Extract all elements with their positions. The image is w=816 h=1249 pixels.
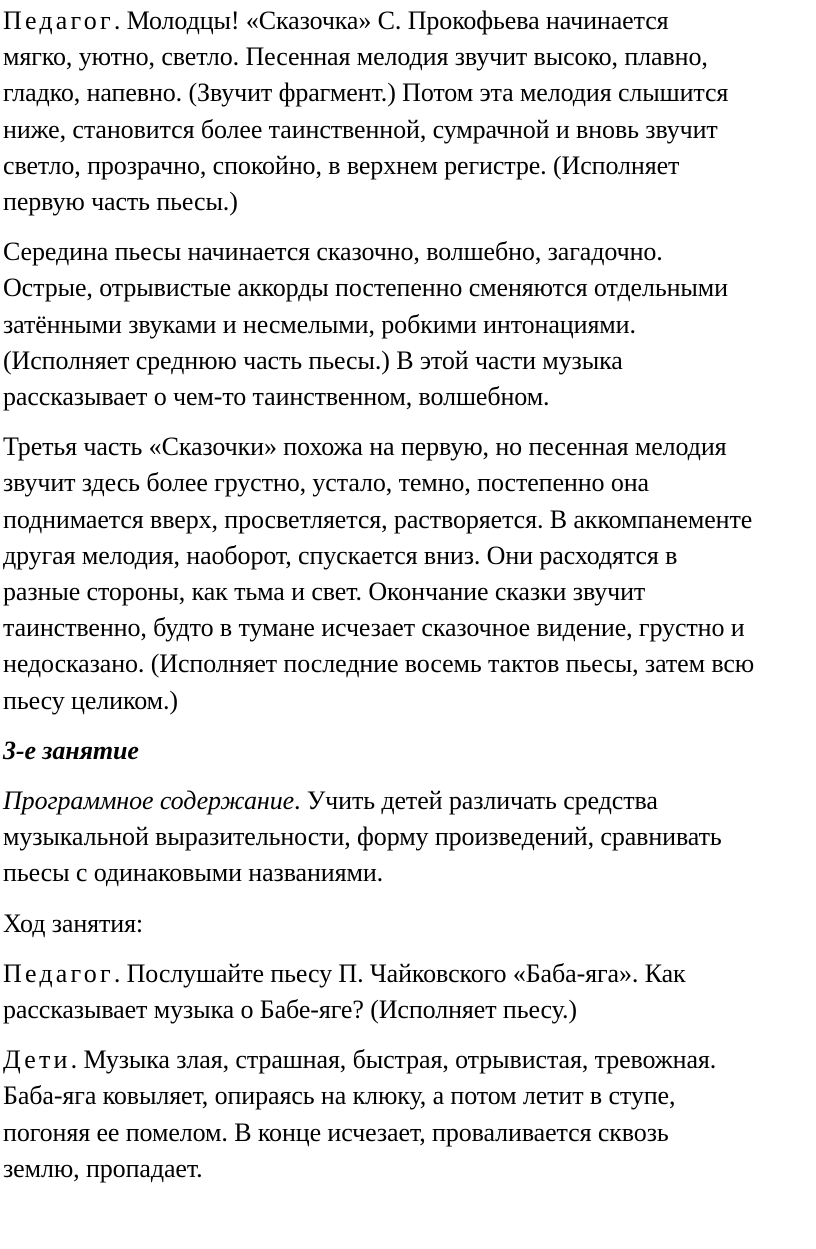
paragraph-children-answer xyxy=(3,1042,816,1187)
text-line: Педагог. Послушайте пьесу П. Чайковского «Баба-яга». Как xyxy=(3,958,686,988)
text-line: Дети. Музыка злая, страшная, быстрая, отрывистая, тревожная. xyxy=(3,1045,717,1075)
text-line: звучит здесь более грустно, устало, темно, постепенно она xyxy=(3,468,649,498)
text-line: Острые, отрывистые аккорды постепенно сменяются отдельными xyxy=(3,273,728,303)
text-line: музыкальной выразительности, форму произведений, сравнивать xyxy=(3,822,722,852)
lesson-heading xyxy=(3,733,816,769)
paragraph-program-content xyxy=(3,783,816,892)
speaker-teacher: Педагог xyxy=(3,958,114,988)
text-line: пьесы с одинаковыми названиями. xyxy=(3,858,384,888)
text-line: Баба-яга ковыляет, опираясь на клюку, а потом летит в ступе, xyxy=(3,1081,676,1111)
text-line: поднимается вверх, просветляется, растворяется. В аккомпанементе xyxy=(3,504,753,534)
text-line: рассказывает о чем-то таинственном, волшебном. xyxy=(3,382,550,412)
text-line: землю, пропадает. xyxy=(3,1153,203,1183)
text-line: ниже, становится более таинственной, сумрачной и вновь звучит xyxy=(3,114,718,144)
text-line: гладко, напевно. (Звучит фрагмент.) Потом эта мелодия слышится xyxy=(3,78,729,108)
progress-label: Ход занятия: xyxy=(3,908,144,938)
text-line: (Исполняет среднюю часть пьесы.) В этой части музыка xyxy=(3,345,623,375)
speaker-children: Дети xyxy=(3,1045,71,1075)
speaker-teacher: Педагог xyxy=(3,6,114,35)
paragraph-teacher-question xyxy=(3,956,816,1028)
paragraph-lesson-progress xyxy=(3,906,816,942)
lesson-heading-text: 3-е занятие xyxy=(3,735,139,765)
text-line: Третья часть «Сказочки» похожа на первую, но песенная мелодия xyxy=(3,432,727,462)
text-line: таинственно, будто в тумане исчезает сказочное видение, грустно и xyxy=(3,613,745,643)
paragraph-third-section xyxy=(3,429,816,719)
text-line: Педагог. Молодцы! «Сказочка» С. Прокофьева начинается xyxy=(3,6,669,35)
text-line: светло, прозрачно, спокойно, в верхнем регистре. (Исполняет xyxy=(3,150,680,180)
text-line: Середина пьесы начинается сказочно, волшебно, загадочно. xyxy=(3,237,663,267)
program-label: Программное содержание xyxy=(3,786,295,816)
paragraph-teacher-intro xyxy=(3,3,816,220)
text-line: рассказывает музыка о Бабе-яге? (Исполняет пьесу.) xyxy=(3,995,577,1025)
text-line: Программное содержание. Учить детей различать средства xyxy=(3,786,658,816)
text-line: другая мелодия, наоборот, спускается вниз. Они расходятся в xyxy=(3,540,678,570)
paragraph-middle-section xyxy=(3,234,816,415)
text-line: первую часть пьесы.) xyxy=(3,187,238,217)
text-line: погоняя ее помелом. В конце исчезает, проваливается сквозь xyxy=(3,1117,669,1147)
text-line: пьесу целиком.) xyxy=(3,685,178,715)
text-line: мягко, уютно, светло. Песенная мелодия звучит высоко, плавно, xyxy=(3,42,708,72)
text-line: затёнными звуками и несмелыми, робкими интонациями. xyxy=(3,309,636,339)
text-line: недосказано. (Исполняет последние восемь тактов пьесы, затем всю xyxy=(3,649,755,679)
text-line: разные стороны, как тьма и свет. Окончание сказки звучит xyxy=(3,577,646,607)
